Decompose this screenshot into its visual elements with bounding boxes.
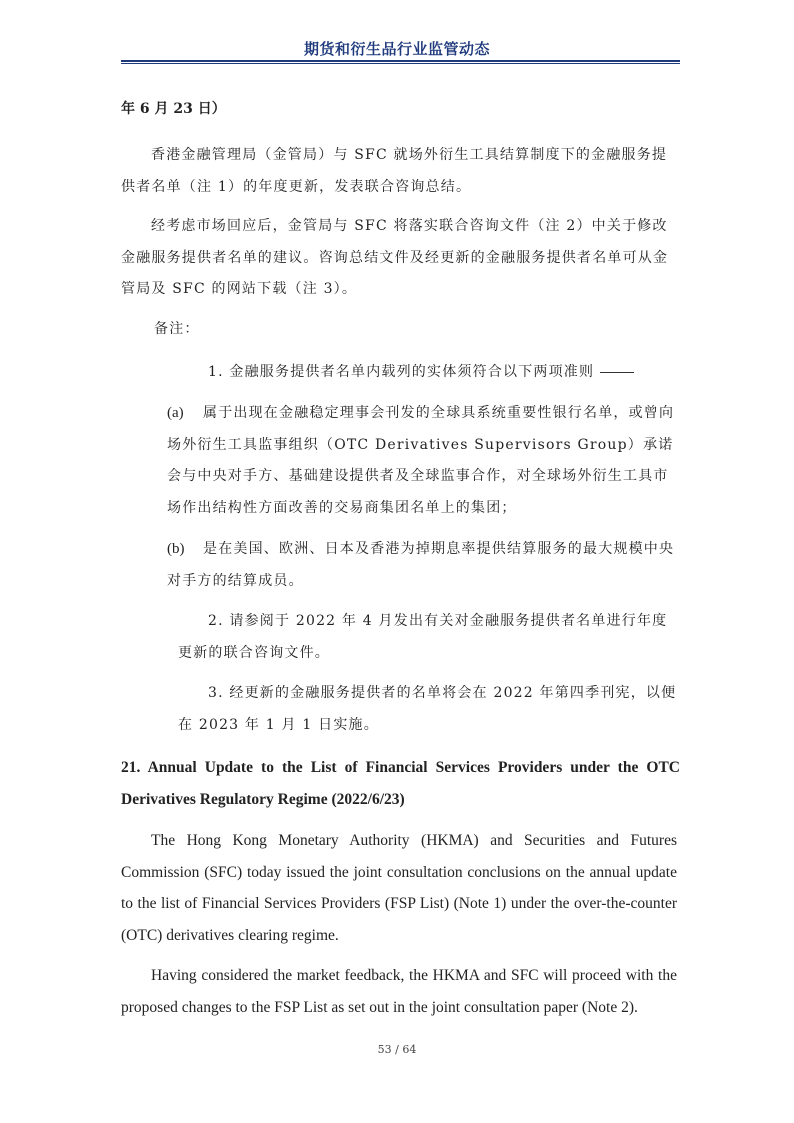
running-header-title: 期货和衍生品行业监管动态 <box>303 40 490 58</box>
en-paragraph-2: Having considered the market feedback, the HKMA and SFC will proceed with the proposed changes to the FSP List as set out in the joint consultation paper (Note 2). <box>121 967 677 1016</box>
continued-title: 年 6 月 23 日） <box>121 101 226 117</box>
item-b-marker: (b) <box>167 541 185 557</box>
cn-paragraph-2: 经考虑市场回应后，金管局与 SFC 将落实联合咨询文件（注 2）中关于修改金融服务提供者名单的建议。咨询总结文件及经更新的金融服务提供者名单可从金管局及 SFC 的网站下载（注 3）。 <box>121 218 669 297</box>
notes-heading: 备注： <box>154 321 200 337</box>
item-a-marker: (a) <box>167 405 184 421</box>
note-1-item-b <box>167 534 677 597</box>
en-paragraph-1: The Hong Kong Monetary Authority (HKMA) and Securities and Futures Commission (SFC) today issued the joint consultation conclusions on the annual update to the list of Financial Services Providers (FSP List) (Note 1) under the over-the-counter (OTC) derivatives clearing regime. <box>121 832 677 944</box>
header-rule <box>121 60 680 64</box>
note-1 <box>208 357 668 389</box>
en-section-heading: 21. Annual Update to the List of Financial Services Providers under the OTC Derivatives Regulatory Regime (2022/6/23) <box>121 759 680 808</box>
note-1-text: 1. 金融服务提供者名单内载列的实体须符合以下两项准则 <box>208 364 595 380</box>
note-2: 2. 请参阅于 2022 年 4 月发出有关对金融服务提供者名单进行年度更新的联合咨询文件。 <box>178 613 668 661</box>
note-1-item-a <box>167 398 677 524</box>
item-a-text: 属于出现在金融稳定理事会刊发的全球具系统重要性银行名单，或曾向场外衍生工具监事组织（OTC Derivatives Supervisors Group）承诺会与中央对手方、基础建设提供者及全球监事合作，对全球场外衍生工具市场作出结构性方面改善的交易商集团名单上的集团； <box>167 405 675 516</box>
note-3: 3. 经更新的金融服务提供者的名单将会在 2022 年第四季刊宪，以便在 2023 年 1 月 1 日实施。 <box>178 685 677 733</box>
em-dash-rule <box>600 372 634 373</box>
cn-paragraph-1: 香港金融管理局（金管局）与 SFC 就场外衍生工具结算制度下的金融服务提供者名单（注 1）的年度更新，发表联合咨询总结。 <box>121 147 668 195</box>
item-b-text: 是在美国、欧洲、日本及香港为掉期息率提供结算服务的最大规模中央对手方的结算成员。 <box>167 541 675 589</box>
page-number: 53 / 64 <box>377 1043 417 1056</box>
